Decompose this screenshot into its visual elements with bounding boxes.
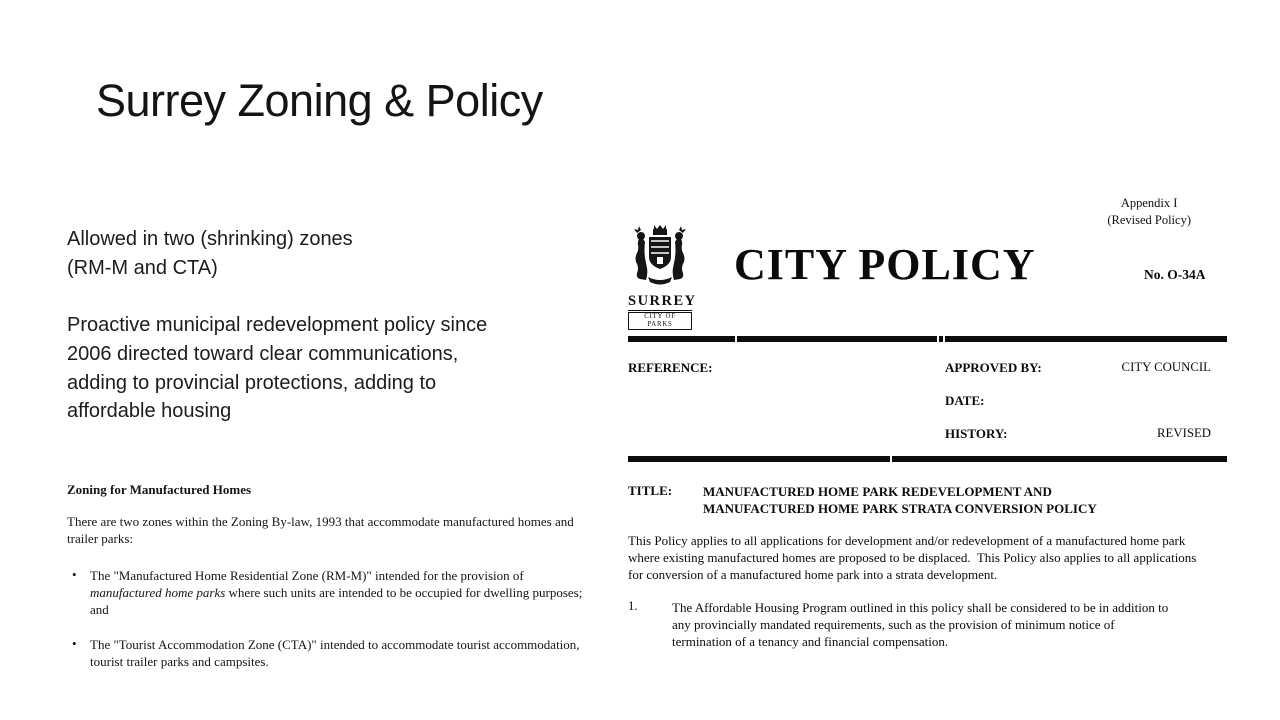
policy-summary-line-3: adding to provincial protections, adding to bbox=[67, 371, 437, 394]
bullet-text-post: where such units are intended to be occupied for dwelling purposes; and bbox=[90, 585, 583, 618]
rule-divider bbox=[890, 456, 892, 462]
appendix-line-1: Appendix I bbox=[1120, 196, 1178, 210]
policy-number: No. O-34A bbox=[1144, 267, 1206, 282]
surrey-logo-wordmark: SURREY bbox=[628, 293, 697, 309]
bullet-text-pre: The "Manufactured Home Residential Zone (RM-M)" intended for the provision of bbox=[90, 568, 524, 583]
surrey-crest-icon bbox=[630, 221, 690, 293]
appendix-line-2: (Revised Policy) bbox=[1107, 212, 1191, 227]
date-label: DATE: bbox=[945, 393, 985, 408]
policy-summary-text bbox=[67, 311, 597, 426]
excerpt-heading: Zoning for Manufactured Homes bbox=[67, 482, 252, 497]
history-label: HISTORY: bbox=[945, 426, 1008, 441]
policy-scope-paragraph: This Policy applies to all applications for development and/or redevelopment of a manufactured home park where existing manufactured homes are proposed to be displaced. This Policy also applies to all applications for conversion of a manufactured home park into a strata development. bbox=[628, 533, 1197, 583]
policy-summary-line-1: Proactive municipal redevelopment policy since bbox=[67, 314, 488, 336]
zones-summary-line-1: Allowed in two (shrinking) zones bbox=[67, 228, 353, 250]
table-rule-bottom bbox=[628, 456, 1227, 462]
excerpt-bullet-cta-text bbox=[90, 636, 585, 670]
bullet-text-italic: manufactured home parks bbox=[90, 585, 226, 601]
rule-divider bbox=[937, 336, 939, 342]
appendix-note bbox=[1107, 195, 1191, 228]
policy-summary-line-4: affordable housing bbox=[67, 400, 232, 423]
policy-summary-line-2: 2006 directed toward clear communications, bbox=[67, 342, 459, 365]
surrey-logo-tagline: CITY OF PARKS bbox=[628, 312, 692, 330]
document-title: CITY POLICY bbox=[734, 240, 1036, 289]
title-label: TITLE: bbox=[628, 483, 673, 498]
excerpt-bullet-cta bbox=[67, 636, 589, 670]
surrey-logo bbox=[628, 221, 697, 331]
zones-summary-line-2: (RM-M and CTA) bbox=[67, 256, 218, 279]
approved-by-value: CITY COUNCIL bbox=[1121, 360, 1211, 374]
rule-divider bbox=[943, 336, 945, 342]
history-value: REVISED bbox=[1156, 426, 1211, 440]
list-item-text: The Affordable Housing Program outlined in this policy shall be considered to be in addition to any provincially mandated requirements, such as the provision of minimum notice of termination of a tenancy and financial compensation. bbox=[672, 600, 1169, 650]
rule-divider bbox=[735, 336, 737, 342]
excerpt-bullet-rmm-text bbox=[90, 567, 585, 619]
bullet-icon: • bbox=[72, 636, 77, 651]
city-policy-document bbox=[628, 195, 1227, 665]
zones-summary-text bbox=[67, 225, 597, 283]
policy-title-text bbox=[703, 483, 1223, 517]
approved-by-label: APPROVED BY: bbox=[945, 360, 1042, 375]
table-rule-top bbox=[628, 336, 1227, 342]
policy-title-line-1: MANUFACTURED HOME PARK REDEVELOPMENT AND bbox=[703, 484, 1052, 499]
reference-label: REFERENCE: bbox=[628, 360, 713, 375]
list-item-number: 1. bbox=[628, 599, 638, 613]
bullet-text-pre: The "Tourist Accommodation Zone (CTA)" intended to accommodate tourist accommodation, tourist trailer parks and campsites. bbox=[90, 637, 580, 670]
slide-title: Surrey Zoning & Policy bbox=[96, 75, 543, 126]
excerpt-bullet-rmm bbox=[67, 567, 589, 619]
bullet-icon: • bbox=[72, 567, 77, 582]
excerpt-intro-paragraph: There are two zones within the Zoning By-law, 1993 that accommodate manufactured homes and trailer parks: bbox=[67, 514, 574, 547]
policy-title-line-2: MANUFACTURED HOME PARK STRATA CONVERSION POLICY bbox=[703, 501, 1097, 516]
